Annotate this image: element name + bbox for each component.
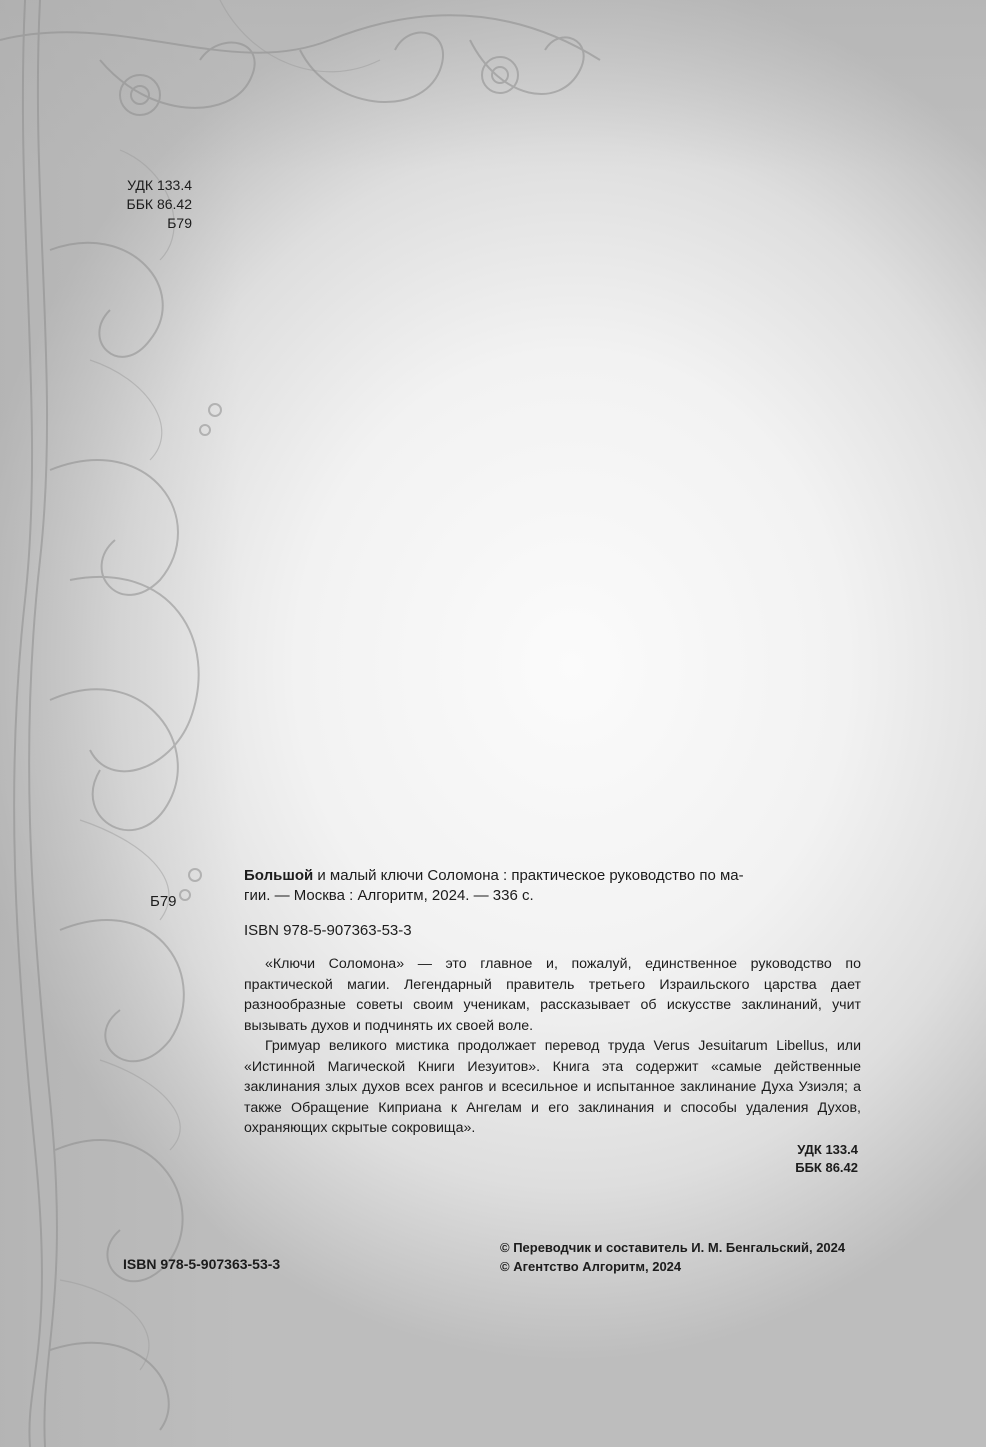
card-author-mark: Б79 <box>150 893 177 910</box>
card-classification-codes <box>795 1141 858 1177</box>
author-mark: Б79 <box>167 215 192 231</box>
title-line-1 <box>244 866 861 886</box>
copyright-translator: © Переводчик и составитель И. М. Бенгальский, 2024 <box>500 1240 846 1255</box>
udk-code: УДК 133.4 <box>127 177 192 193</box>
card-bbk: ББК 86.42 <box>795 1160 858 1175</box>
title-bold: Большой <box>244 867 314 884</box>
bbk-code: ББК 86.42 <box>126 196 192 212</box>
card-isbn: ISBN 978-5-907363-53-3 <box>244 922 412 939</box>
title-line-2: гии. — Москва : Алгоритм, 2024. — 336 с. <box>244 887 534 904</box>
title-rest: и малый ключи Соломона : практическое руководство по ма- <box>313 867 744 884</box>
imprint-block-top <box>112 176 192 233</box>
annotation <box>244 954 861 1139</box>
copyright-block <box>500 1238 845 1276</box>
copyright-publisher: © Агентство Алгоритм, 2024 <box>500 1259 682 1274</box>
card-udk: УДК 133.4 <box>797 1142 858 1157</box>
catalog-card <box>244 866 861 1139</box>
annotation-paragraph: «Ключи Соломона» — это главное и, пожалуй, единственное руководство по практической магии. Легендарный правитель третьего Израильского царства дает разнообразные советы своим ученикам, рассказывает об искусстве заклинаний, учит вызывать духов и подчинять их своей воле. <box>244 956 861 1034</box>
isbn-bottom: ISBN 978-5-907363-53-3 <box>123 1256 281 1272</box>
annotation-paragraph: Гримуар великого мистика продолжает перевод труда Verus Jesuitarum Libellus, или «Истинной Магической Книги Иезуитов». Книга эта содержит «самые действенные заклинания злых духов всех рангов и всесильное и испытанное заклинание Духа Узиэля; а также Обращение Киприана к Ангелам и его заклинания и способы удаления Духов, охраняющих скрытые сокровища». <box>244 1038 861 1136</box>
